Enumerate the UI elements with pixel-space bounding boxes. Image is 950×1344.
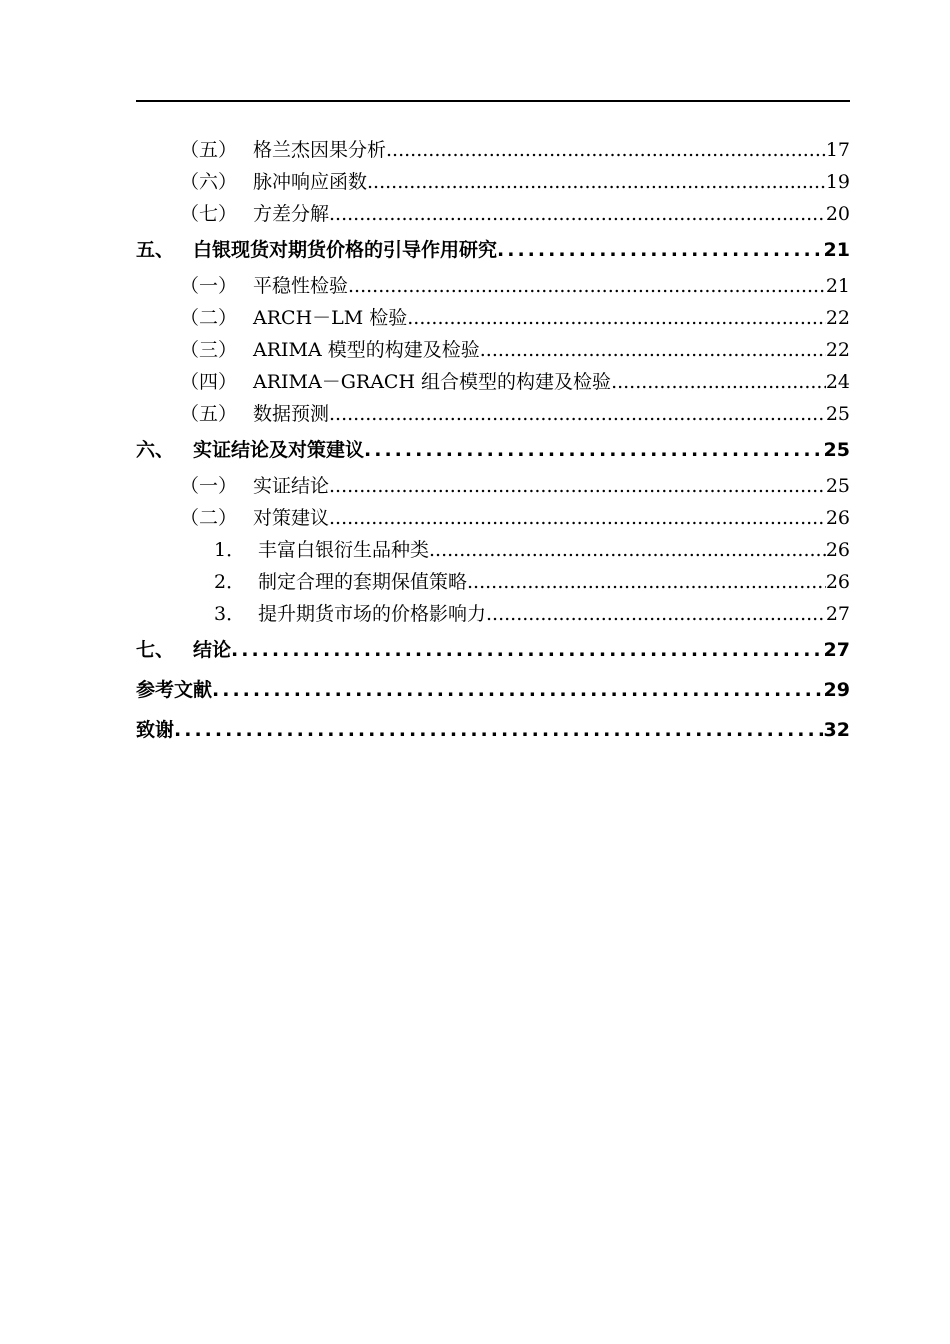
toc-entry-number: （一） [180,475,238,497]
toc-dot-leader [386,134,826,166]
table-of-contents [136,134,850,750]
toc-entry-number: （六） [180,171,238,193]
toc-entry-page: 19 [825,171,850,193]
toc-dot-leader [329,398,826,430]
toc-entry-number: （三） [180,339,238,361]
toc-entry[interactable] [136,398,850,430]
toc-entry-title: 致谢 [136,719,175,741]
toc-entry-number: （七） [180,203,238,225]
toc-entry-number: （二） [180,307,238,329]
toc-chapter-entry[interactable] [136,230,850,270]
toc-dot-leader [611,366,826,398]
toc-entry-title: 白银现货对期货价格的引导作用研究 [193,239,498,261]
toc-entry-page: 26 [825,539,850,561]
toc-entry-page: 25 [825,403,850,425]
toc-chapter-entry[interactable] [136,710,850,750]
toc-entry-title: 对策建议 [253,507,330,529]
toc-dot-leader [174,710,824,750]
toc-subentry[interactable] [136,598,850,630]
toc-entry[interactable] [136,334,850,366]
toc-chapter-entry[interactable] [136,630,850,670]
toc-entry-title: 方差分解 [253,203,330,225]
toc-entry-number: （二） [180,507,238,529]
toc-entry-page: 26 [825,571,850,593]
toc-entry-title: 丰富白银衍生品种类 [258,539,430,561]
toc-entry-title: 数据预测 [253,403,330,425]
toc-entry-title: 实证结论及对策建议 [193,439,365,461]
toc-dot-leader [367,166,826,198]
toc-entry-number: 1． [214,539,246,561]
toc-entry-page: 32 [823,719,850,741]
toc-entry-number: （一） [180,275,238,297]
toc-entry-title: 参考文献 [136,679,213,701]
toc-chapter-entry[interactable] [136,430,850,470]
toc-entry-title: ARCH－LM 检验 [253,307,408,329]
toc-entry[interactable] [136,134,850,166]
toc-entry[interactable] [136,302,850,334]
toc-entry-page: 22 [825,307,850,329]
toc-entry-number: 2． [214,571,246,593]
toc-entry-page: 20 [825,203,850,225]
toc-entry[interactable] [136,502,850,534]
toc-dot-leader [486,598,826,630]
toc-entry-number: 五、 [136,239,175,261]
toc-entry-number: 3． [214,603,246,625]
toc-dot-leader [329,470,826,502]
toc-entry-page: 24 [825,371,850,393]
toc-entry-page: 27 [823,639,850,661]
toc-entry[interactable] [136,270,850,302]
toc-subentry[interactable] [136,534,850,566]
toc-entry-page: 25 [823,439,850,461]
toc-dot-leader [231,630,824,670]
toc-entry-title: 提升期货市场的价格影响力 [258,603,487,625]
toc-dot-leader [329,502,826,534]
toc-dot-leader [480,334,826,366]
toc-entry-title: 制定合理的套期保值策略 [258,571,468,593]
toc-entry-page: 27 [825,603,850,625]
toc-entry-number: 六、 [136,439,175,461]
toc-entry[interactable] [136,470,850,502]
toc-entry-page: 22 [825,339,850,361]
toc-subentry[interactable] [136,566,850,598]
toc-dot-leader [467,566,826,598]
toc-dot-leader [212,670,824,710]
toc-entry-title: 格兰杰因果分析 [253,139,387,161]
toc-entry-number: （四） [180,371,238,393]
toc-entry-title: ARIMA－GRACH 组合模型的构建及检验 [253,371,612,393]
toc-dot-leader [429,534,826,566]
toc-entry-page: 17 [825,139,850,161]
toc-entry-title: 实证结论 [253,475,330,497]
toc-entry-title: 脉冲响应函数 [253,171,368,193]
toc-entry-page: 25 [825,475,850,497]
toc-dot-leader [348,270,826,302]
toc-entry-page: 21 [823,239,850,261]
toc-entry-page: 21 [825,275,850,297]
toc-entry-page: 29 [823,679,850,701]
toc-chapter-entry[interactable] [136,670,850,710]
toc-dot-leader [364,430,824,470]
toc-entry-number: （五） [180,139,238,161]
toc-entry[interactable] [136,366,850,398]
toc-dot-leader [497,230,824,270]
toc-dot-leader [329,198,826,230]
toc-entry[interactable] [136,198,850,230]
toc-entry-title: 平稳性检验 [253,275,349,297]
toc-entry-number: 七、 [136,639,175,661]
toc-entry-page: 26 [825,507,850,529]
toc-entry-title: 结论 [193,639,232,661]
header-rule [136,100,850,102]
toc-entry-number: （五） [180,403,238,425]
toc-entry-title: ARIMA 模型的构建及检验 [253,339,480,361]
toc-entry[interactable] [136,166,850,198]
toc-dot-leader [407,302,826,334]
